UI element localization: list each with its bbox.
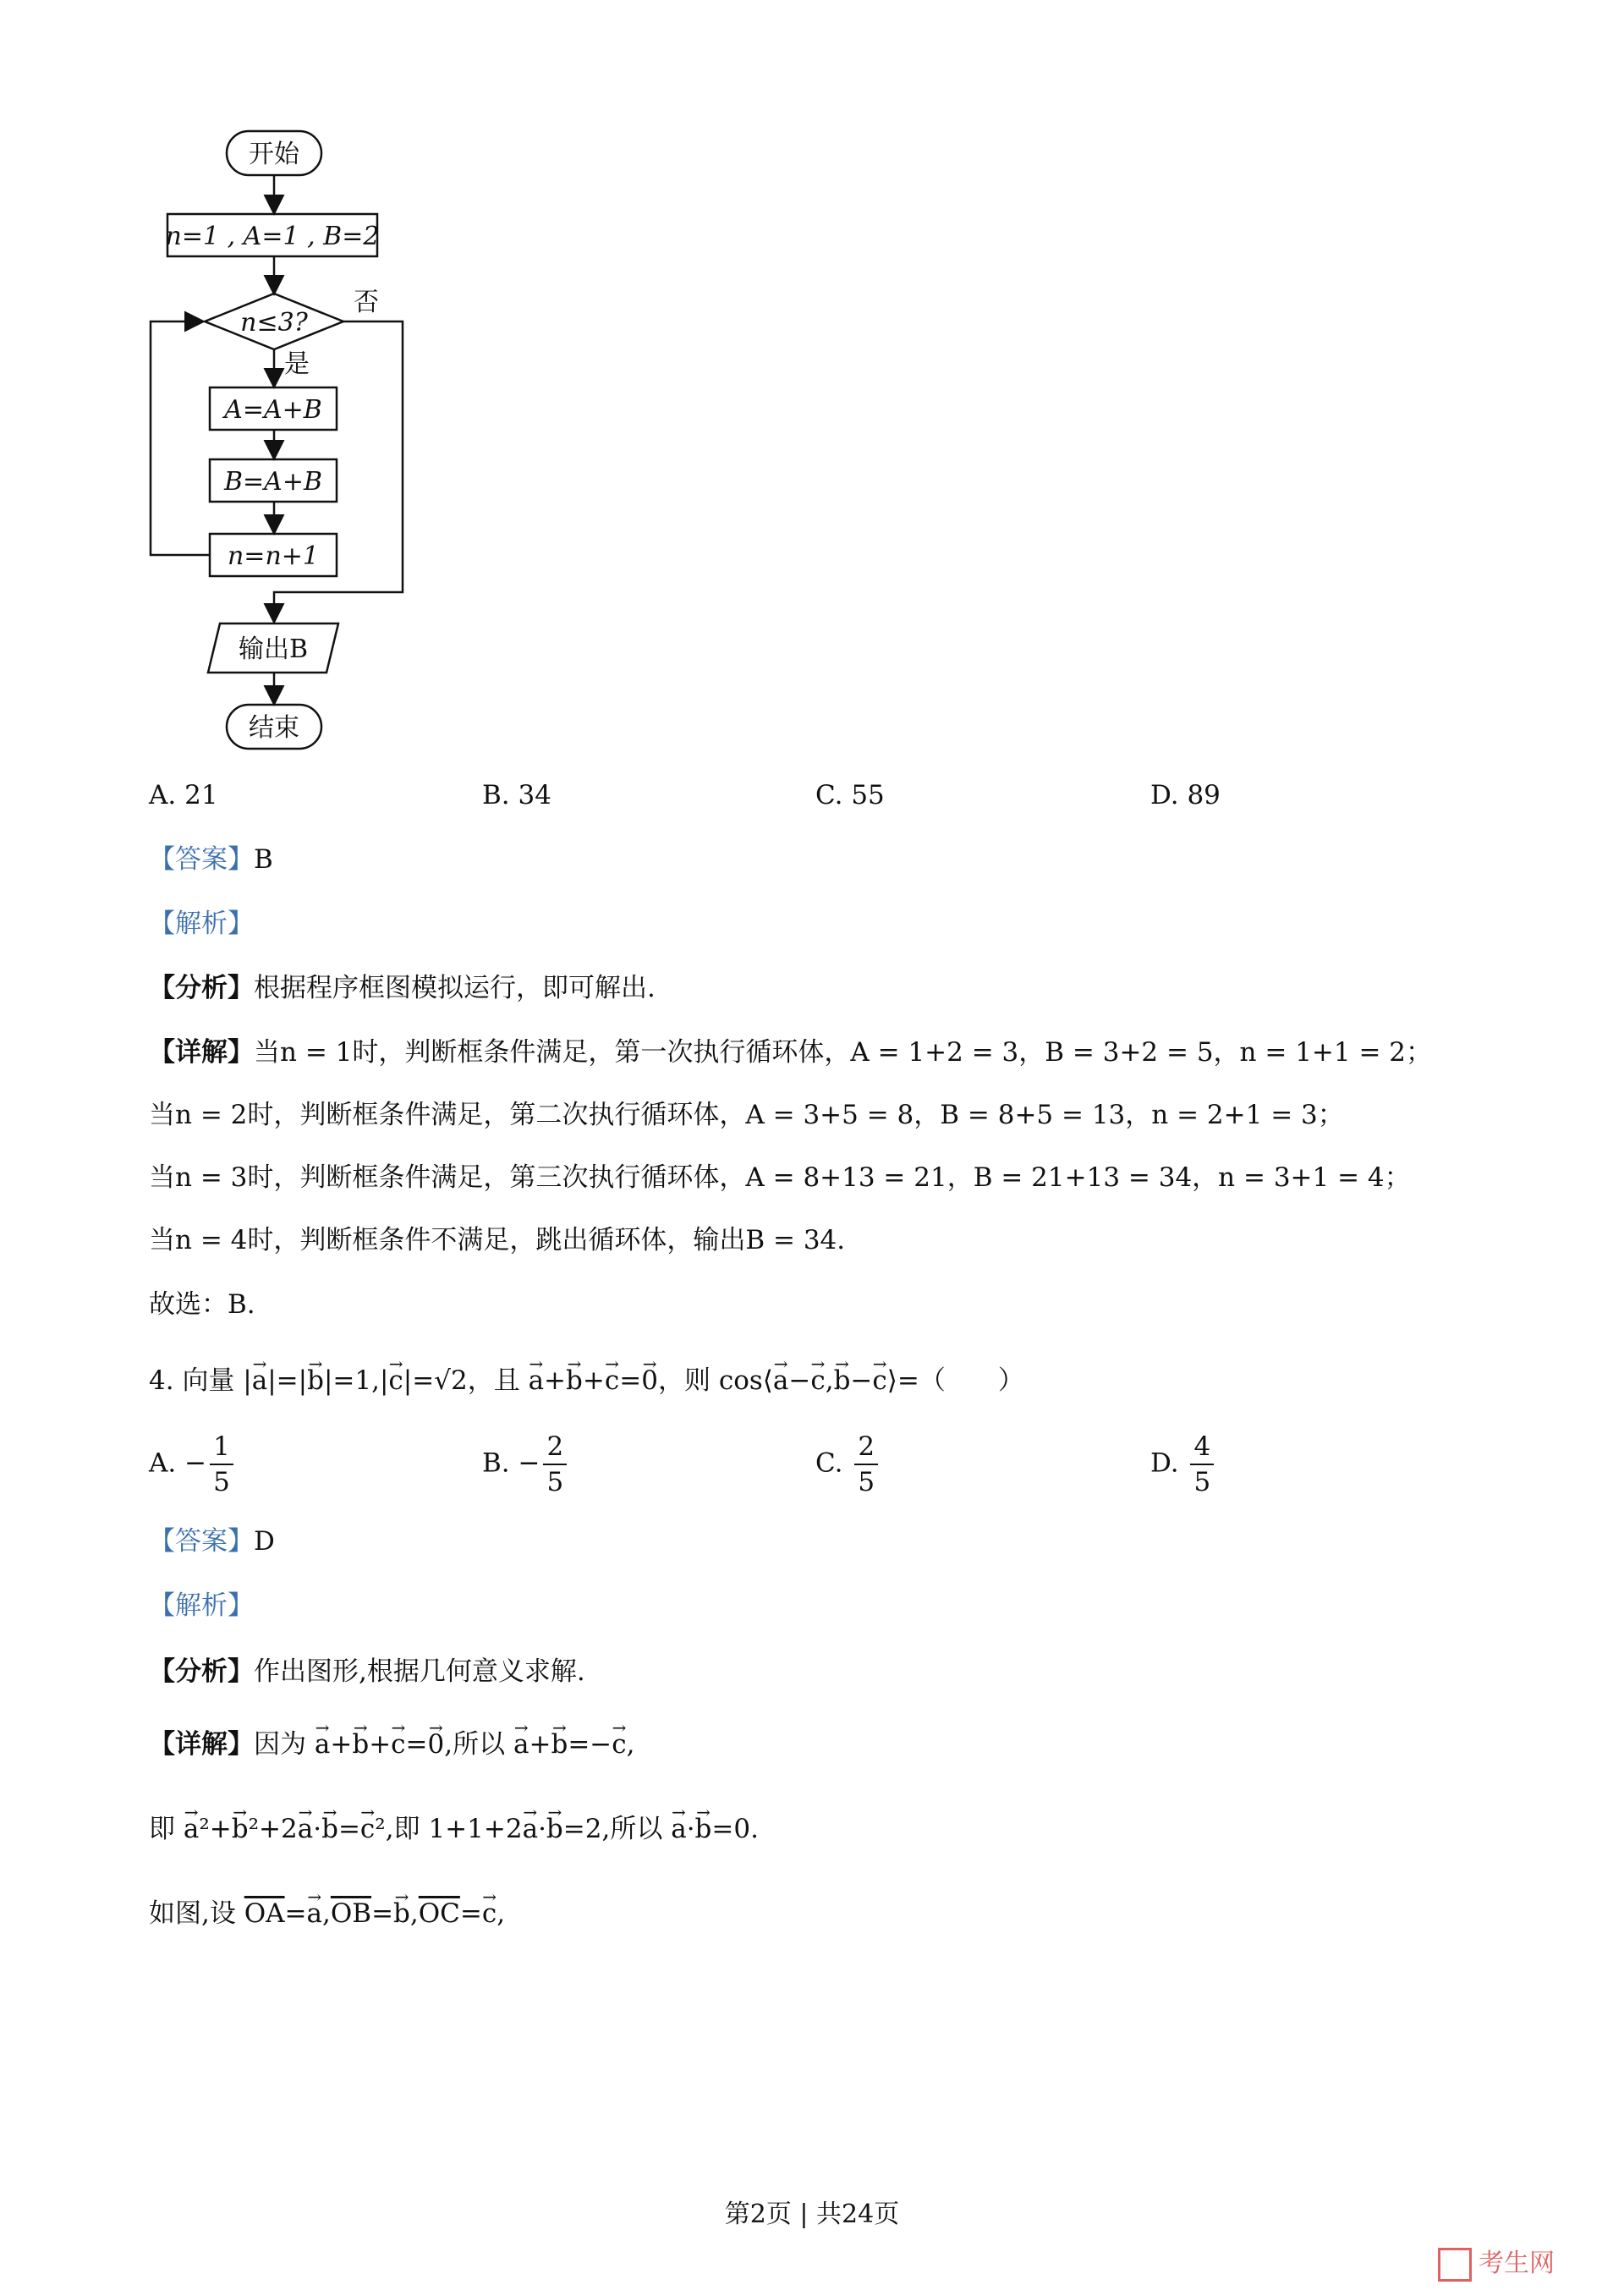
detail-text: ,即 xyxy=(385,1814,420,1844)
option-label: B. xyxy=(482,1447,510,1479)
q3-answer xyxy=(149,841,273,878)
detail-text: ,所以 xyxy=(601,1814,663,1844)
fraction-den: 5 xyxy=(858,1467,875,1497)
q4-detail-line-1 xyxy=(149,1726,635,1763)
math: → a+→ b+→ c=→ 0 xyxy=(315,1729,444,1760)
option-sign: − xyxy=(184,1447,207,1479)
fraction-den: 5 xyxy=(546,1467,564,1497)
fraction-num: 2 xyxy=(543,1430,567,1465)
q4-math-3: cos⟨→ a−→ c,→ b−→ c⟩ xyxy=(719,1365,897,1396)
math: → a·→ b=0. xyxy=(671,1814,759,1844)
end-label: 结束 xyxy=(249,713,299,743)
option-fraction xyxy=(854,1430,878,1499)
q3-detail-line-1 xyxy=(149,1034,1432,1071)
q3-detail-line-2: 当n = 2时，判断框条件满足，第二次执行循环体，A = 3+5 = 8，B = 8+5 = 13，n = 2+1 = 3； xyxy=(149,1100,1344,1130)
math: 1+1+2→ a·→ b=2 xyxy=(428,1814,601,1844)
watermark-text: 考生网 xyxy=(1479,2249,1555,2278)
step-n-label: n=n+1 xyxy=(227,541,320,571)
flowchart-diagram xyxy=(135,127,440,770)
q3-fenxi xyxy=(149,969,656,1007)
fenxi-text: 作出图形,根据几何意义求解. xyxy=(254,1656,585,1687)
q4-math-2: → a+→ b+→ c=→ 0 xyxy=(529,1365,658,1396)
q4-option-a xyxy=(149,1430,237,1499)
page-footer: 第2页 | 共24页 xyxy=(724,2200,900,2229)
fenxi-text: 根据程序框图模拟运行，即可解出. xyxy=(254,973,656,1003)
option-fraction xyxy=(543,1430,567,1499)
option-label: D. xyxy=(1150,1447,1179,1479)
start-label: 开始 xyxy=(249,140,299,169)
q4-detail-line-3 xyxy=(149,1895,505,1932)
fenxi-tag: 【分析】 xyxy=(149,973,254,1003)
q4-option-d xyxy=(1150,1430,1217,1499)
q4-stem-pre: 向量 xyxy=(182,1365,235,1396)
math: → a²+→ b²+2→ a·→ b=→ c² xyxy=(184,1814,386,1844)
q3-detail-line-4: 当n = 4时，判断框条件不满足，跳出循环体，输出B = 34. xyxy=(149,1225,846,1255)
yes-label: 是 xyxy=(284,349,310,379)
detail-text: 即 xyxy=(149,1814,175,1844)
q3-detail-line-3: 当n = 3时，判断框条件满足，第三次执行循环体，A = 8+13 = 21，B = 21+13 = 34，n = 3+1 = 4； xyxy=(149,1162,1411,1193)
fraction-num: 1 xyxy=(210,1430,233,1465)
detail-text: 因为 xyxy=(254,1729,306,1760)
q4-option-c xyxy=(815,1430,881,1499)
option-label: C. xyxy=(815,1447,843,1479)
fenxi-tag: 【分析】 xyxy=(149,1656,254,1687)
output-label: 输出B xyxy=(238,634,309,664)
q4-math-1: |→ a|=|→ b|=1,|→ c|=√2 xyxy=(243,1365,467,1396)
fraction-den: 5 xyxy=(213,1467,230,1497)
q3-option-a: A. 21 xyxy=(149,780,218,810)
detail-text: 如图,设 xyxy=(149,1898,236,1929)
answer-tag: 【答案】 xyxy=(149,1526,254,1557)
detail-text: 当n = 1时，判断框条件满足，第一次执行循环体，A = 1+2 = 3，B = 3+2 = 5，n = 1+1 = 2； xyxy=(254,1037,1433,1068)
watermark-logo xyxy=(1438,2242,1599,2284)
q4-number: 4. xyxy=(149,1365,174,1396)
fraction-num: 2 xyxy=(854,1430,878,1465)
q3-option-d: D. 89 xyxy=(1150,780,1221,810)
q4-analysis-heading xyxy=(149,1587,254,1624)
detail-tag: 【详解】 xyxy=(149,1037,254,1068)
q4-detail-line-2 xyxy=(149,1810,759,1848)
analysis-tag: 【解析】 xyxy=(149,909,254,939)
logo-icon xyxy=(1438,2248,1472,2282)
step-a-label: A=A+B xyxy=(224,395,322,425)
answer-value: B xyxy=(254,844,273,875)
q3-conclusion: 故选：B. xyxy=(149,1289,255,1320)
q4-stem-post: ，则 xyxy=(657,1365,710,1396)
q4-answer xyxy=(149,1523,275,1560)
condition-label: n≤3? xyxy=(240,308,308,338)
step-b-label: B=A+B xyxy=(223,467,323,497)
q3-analysis-heading xyxy=(149,905,254,942)
init-label: n=1 , A=1 , B=2 xyxy=(165,222,380,251)
flowchart xyxy=(135,127,440,770)
q3-option-c: C. 55 xyxy=(815,780,885,810)
math: $\overline{OA}=\to a,\overline{OB}=\to b,\overline{OC}=\to c$, xyxy=(244,1898,505,1929)
option-fraction xyxy=(1190,1430,1214,1499)
answer-tag: 【答案】 xyxy=(149,844,254,875)
fraction-num: 4 xyxy=(1190,1430,1214,1465)
detail-text: ,所以 xyxy=(444,1729,506,1760)
q3-option-b: B. 34 xyxy=(482,780,551,810)
answer-value: D xyxy=(254,1526,275,1557)
q4-fenxi xyxy=(149,1653,585,1690)
q4-paren: =（ ） xyxy=(897,1365,1024,1396)
math: → a+→ b=−→ c, xyxy=(513,1729,635,1760)
option-sign: − xyxy=(518,1447,540,1479)
no-label: 否 xyxy=(354,288,379,317)
option-fraction xyxy=(210,1430,233,1499)
detail-tag: 【详解】 xyxy=(149,1729,254,1760)
q4-option-b xyxy=(482,1430,570,1499)
option-label: A. xyxy=(149,1447,177,1479)
analysis-tag: 【解析】 xyxy=(149,1590,254,1621)
fraction-den: 5 xyxy=(1193,1467,1211,1497)
q4-stem-mid: ，且 xyxy=(467,1365,520,1396)
q4-stem xyxy=(149,1362,1024,1399)
